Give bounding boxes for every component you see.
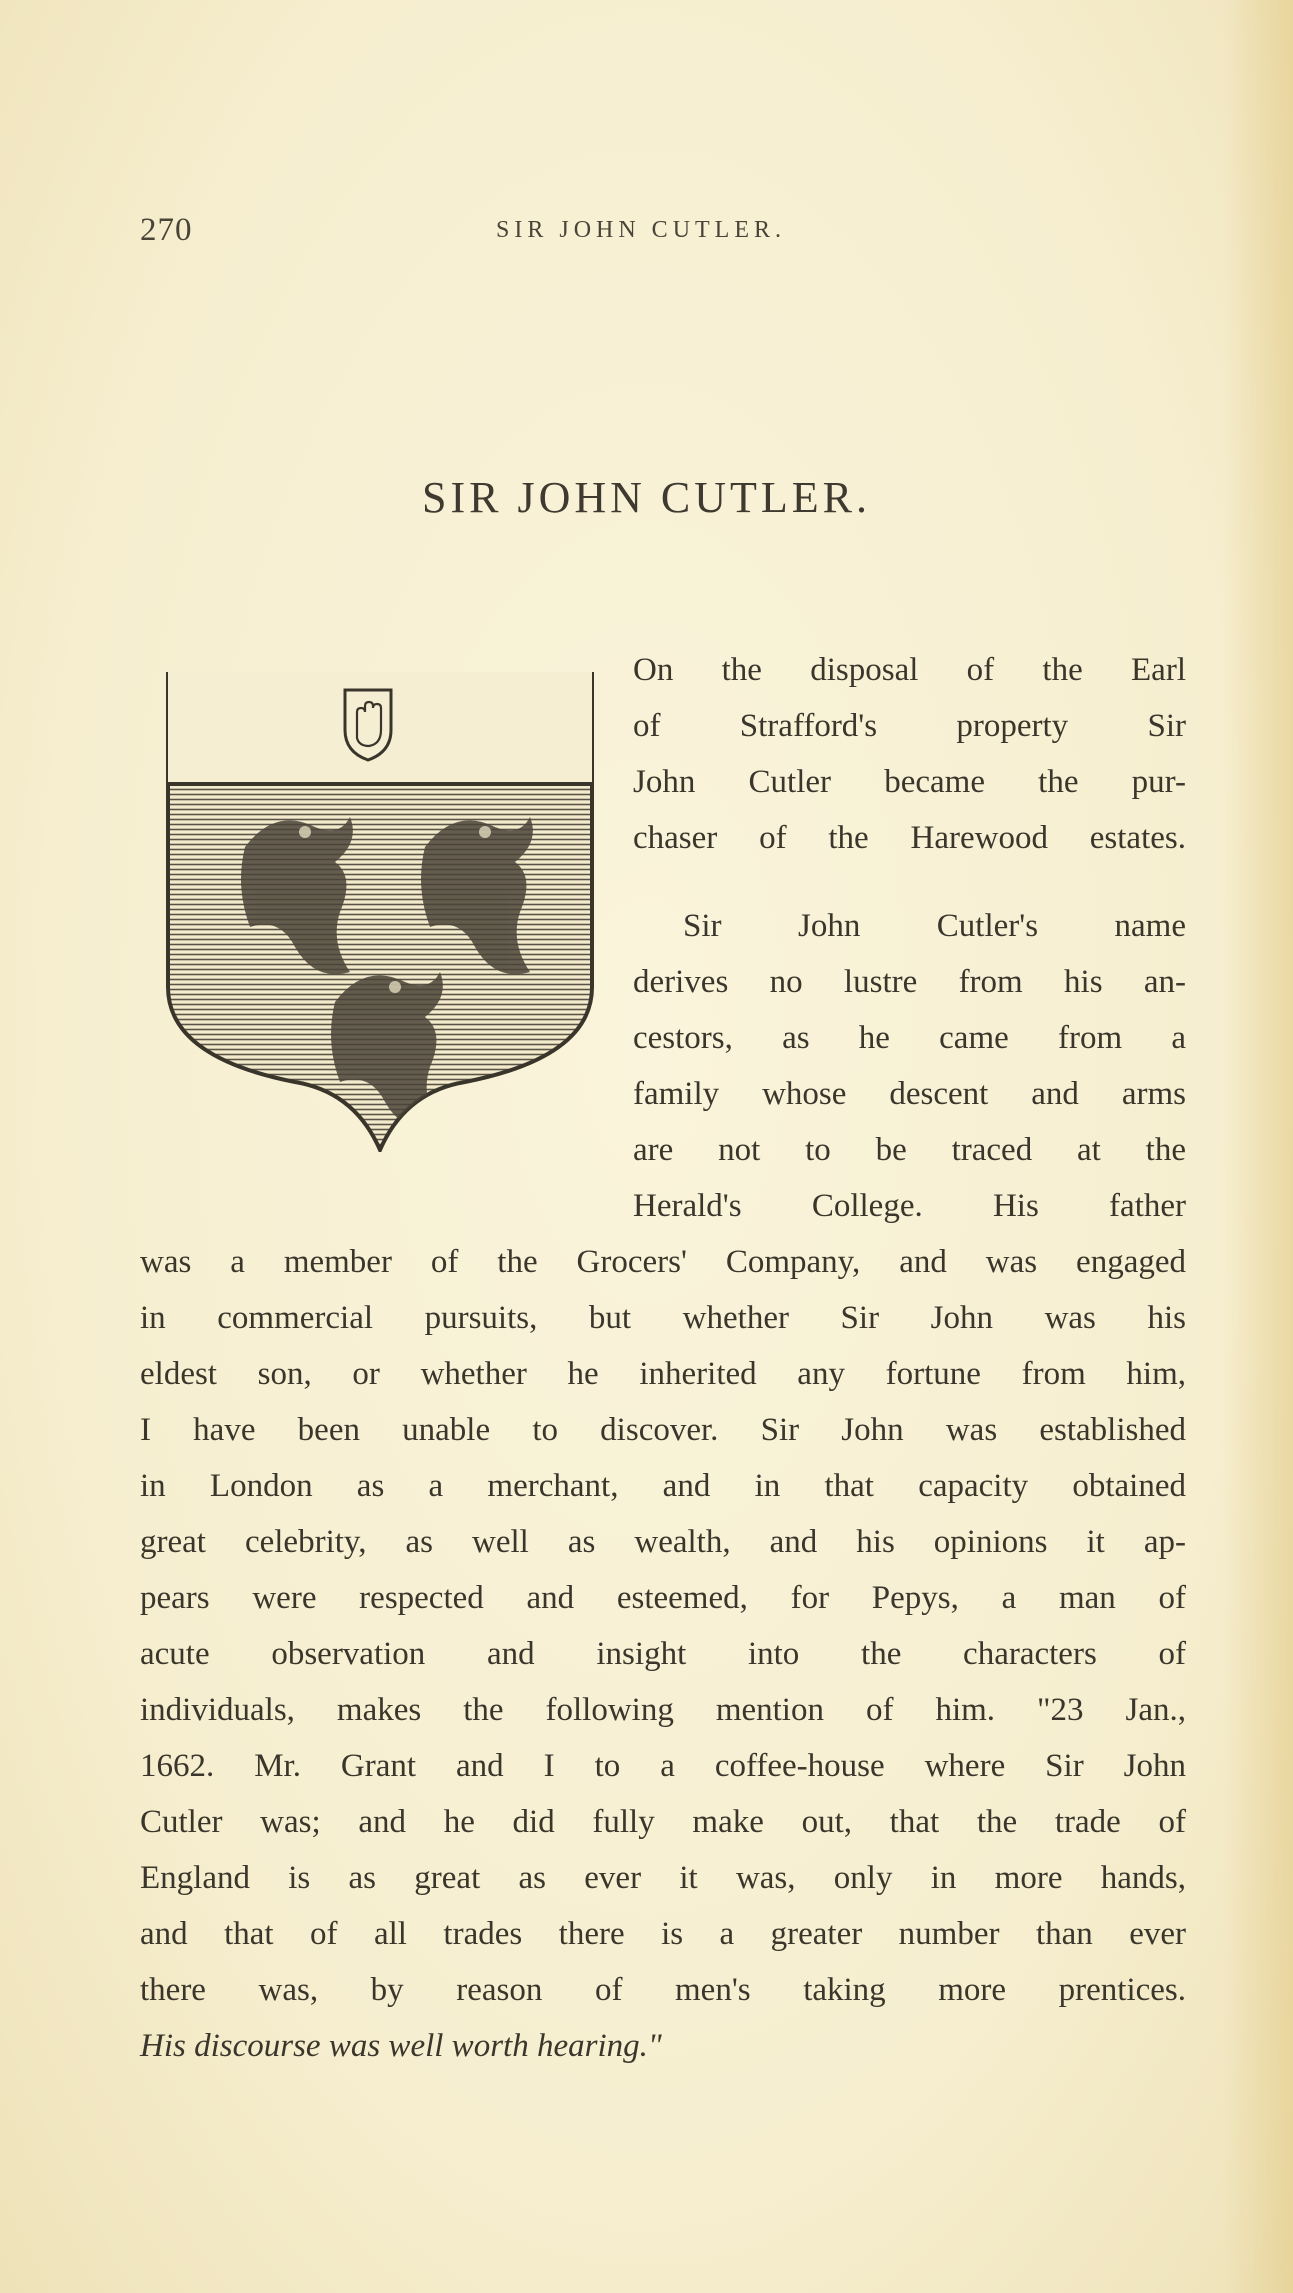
text-line: derives no lustre from his an- — [633, 964, 1186, 1000]
text-line: acute observation and insight into the characters of — [140, 1636, 1186, 1672]
text-line: are not to be traced at the — [633, 1132, 1186, 1168]
text-line: 1662. Mr. Grant and I to a coffee-house where Sir John — [140, 1748, 1186, 1784]
page-number: 270 — [140, 212, 193, 248]
text-line: cestors, as he came from a — [633, 1020, 1186, 1056]
text-line: John Cutler became the pur- — [633, 764, 1186, 800]
text-line-italic: His discourse was well worth hearing." — [140, 2028, 662, 2064]
text-line: Sir John Cutler's name — [683, 908, 1186, 944]
running-head — [0, 212, 1293, 252]
text-line: there was, by reason of men's taking more prentices. — [140, 1972, 1186, 2008]
text-line: I have been unable to discover. Sir John was established — [140, 1412, 1186, 1448]
heraldic-shield-icon — [165, 672, 595, 1152]
text-line: individuals, makes the following mention of him. "23 Jan., — [140, 1692, 1186, 1728]
text-line: chaser of the Harewood estates. — [633, 820, 1186, 856]
text-line: of Strafford's property Sir — [633, 708, 1186, 744]
text-line: England is as great as ever it was, only in more hands, — [140, 1860, 1186, 1896]
text-line: in commercial pursuits, but whether Sir John was his — [140, 1300, 1186, 1336]
chapter-title: SIR JOHN CUTLER. — [421, 473, 872, 522]
text-line: pears were respected and esteemed, for Pepys, a man of — [140, 1580, 1186, 1616]
text-line: in London as a merchant, and in that capacity obtained — [140, 1468, 1186, 1504]
text-line: Cutler was; and he did fully make out, that the trade of — [140, 1804, 1186, 1840]
text-line: eldest son, or whether he inherited any fortune from him, — [140, 1356, 1186, 1392]
text-line: On the disposal of the Earl — [633, 652, 1186, 688]
text-line: was a member of the Grocers' Company, and was engaged — [140, 1244, 1186, 1280]
text-line: family whose descent and arms — [633, 1076, 1186, 1112]
page-edge-shading — [1223, 0, 1293, 2293]
text-line: and that of all trades there is a greater number than ever — [140, 1916, 1186, 1952]
text-line: great celebrity, as well as wealth, and his opinions it ap- — [140, 1524, 1186, 1560]
text-line: Herald's College. His father — [633, 1188, 1186, 1224]
running-title: SIR JOHN CUTLER. — [496, 217, 787, 243]
